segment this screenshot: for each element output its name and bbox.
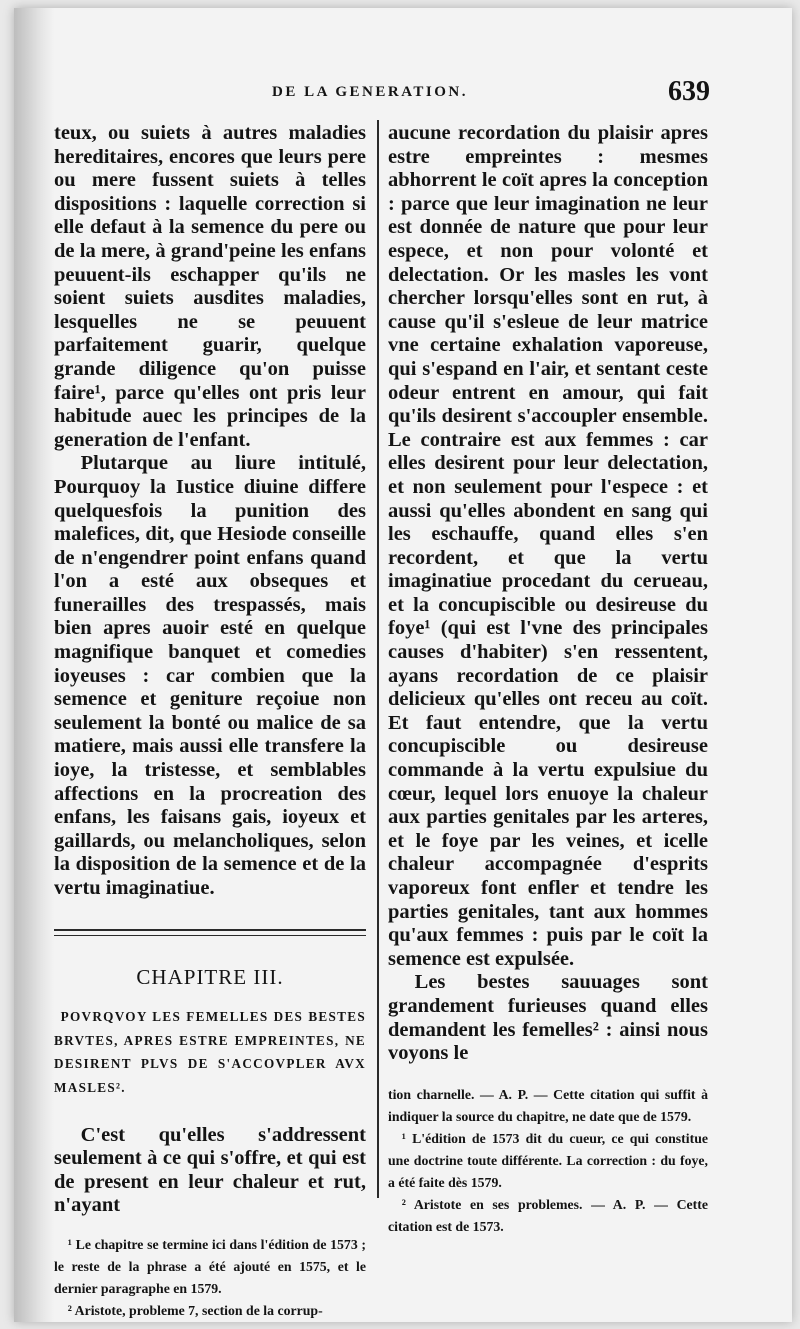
- chapter-opening-paragraph: C'est qu'elles s'addressent seulement à ce qui s'offre, et qui est de present en leur chaleur et rut, n'ayant: [54, 1123, 366, 1217]
- left-paragraph-1: teux, ou suiets à autres maladies hereditaires, encores que leurs pere ou mere fussent suiets à telles dispositions : laquelle correction si elle defaut à la semence du pere ou de la mere, à grand'peine les enfans peuuent-ils eschapper qu'ils ne soient suiets ausdites maladies, lesquelles ne se peuuent parfaitement guarir, quelque grande diligence qu'on puisse faire¹, parce qu'elles ont pris leur habitude auec les principes de la generation de l'enfant.: [54, 122, 366, 451]
- chapter-summary: POVRQVOY LES FEMELLES DES BESTES BRVTES, APRES ESTRE EMPREINTES, NE DESIRENT PLVS DE S'ACCOVPLER AVX MASLES².: [54, 1009, 366, 1095]
- right-footnotes: [388, 1084, 708, 1238]
- right-paragraph-2: Les bestes sauuages sont grandement furieuses quand elles demandent les femelles² : ainsi nous voyons le: [388, 971, 708, 1065]
- footnote-2: ² Aristote, probleme 7, section de la corrup-: [67, 1302, 323, 1318]
- left-column: [54, 122, 366, 1322]
- book-page: [14, 8, 792, 1322]
- footnote-2: ² Aristote en ses problemes. — A. P. — Cette citation est de 1573.: [388, 1196, 708, 1234]
- page-header: [14, 76, 792, 122]
- left-footnotes: [54, 1234, 366, 1322]
- footnote-continuation: tion charnelle. — A. P. — Cette citation qui suffit à indiquer la source du chapitre, ne date que de 1579.: [388, 1086, 708, 1124]
- right-column: [388, 122, 708, 1238]
- footnote-1: ¹ L'édition de 1573 dit du cueur, ce qui constitue une doctrine toute différente. La correction : du foye, a été faite dès 1579.: [388, 1130, 708, 1190]
- running-title: DE LA GENERATION.: [272, 84, 469, 100]
- page-number: 639: [668, 76, 710, 107]
- column-divider: [377, 120, 379, 1198]
- chapter-divider-rule: [54, 929, 366, 936]
- chapter-title: CHAPITRE III.: [136, 964, 284, 989]
- page-binding-shadow: [14, 8, 54, 1322]
- left-paragraph-2: Plutarque au liure intitulé, Pourquoy la Iustice diuine differe quelquesfois la punition des malefices, dit, que Hesiode conseille de n'engendrer point enfans quand l'on a esté aux obseques et funerailles des trespassés, mais bien apres auoir esté en quelque magnifique banquet et comedies ioyeuses : car combien que la semence et geniture reçoiue non seulement la bonté ou malice de sa matiere, mais aussi elle transfere la ioye, la tristesse, et semblables affections en la procreation des enfans, les faisans gais, ioyeux et gaillards, ou melancholiques, selon la disposition de la semence et de la vertu imaginatiue.: [54, 452, 366, 899]
- footnote-1: ¹ Le chapitre se termine ici dans l'édition de 1573 ; le reste de la phrase a été ajouté en 1575, et le dernier paragraphe en 1579.: [54, 1236, 366, 1296]
- right-paragraph-1: aucune recordation du plaisir apres estre empreintes : mesmes abhorrent le coït apres la conception : parce que leur imagination ne leur est donnée de nature que pour leur espece, et non pour volonté et delectation. Or les masles les vont chercher lorsqu'elles sont en rut, à cause qu'il s'esleue de leur matrice vne certaine exhalation vaporeuse, qui s'espand en l'air, et sentant ceste odeur entrent en amour, qui fait qu'ils desirent s'accoupler ensemble. Le contraire est aux femmes : car elles desirent pour leur delectation, et non seulement pour l'espece : et aussi qu'elles abondent en sang qui les eschauffe, quand elles s'en recordent, et que la vertu imaginatiue procedant du cerueau, et la concupiscible ou desireuse du foye¹ (qui est l'vne des principales causes d'habiter) s'en ressentent, ayans recordation de ce plaisir delicieux qu'elles ont receu au coït. Et faut entendre, que la vertu concupiscible ou desireuse commande à la vertu expulsiue du cœur, lequel lors enuoye la chaleur aux parties genitales par les arteres, et le foye par les veines, et icelle chaleur accompagnée d'esprits vaporeux font enfler et tendre les parties genitales, tant aux hommes qu'aux femmes : puis par le coït la semence est expulsée.: [388, 122, 708, 970]
